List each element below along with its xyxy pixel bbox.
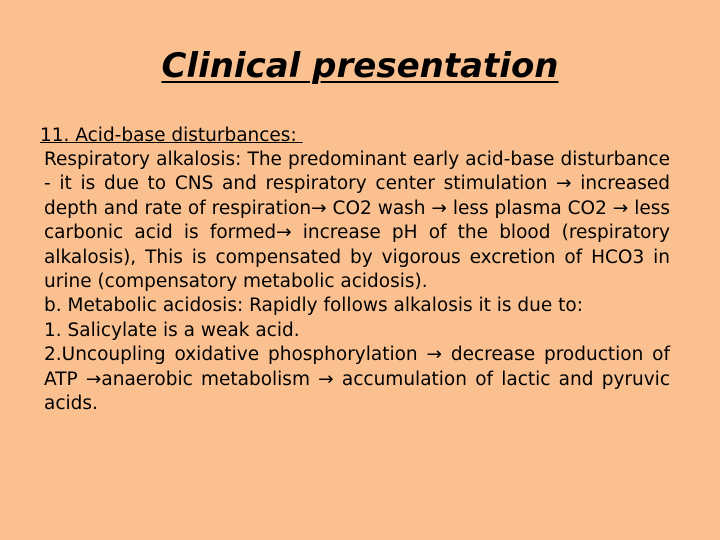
paragraph-metabolic-acidosis: b. Metabolic acidosis: Rapidly follows alkalosis it is due to: [44,295,583,317]
paragraph-salicylate: 1. Salicylate is a weak acid. [44,319,300,341]
section-heading: 11. Acid-base disturbances: [40,125,303,146]
paragraph-respiratory-alkalosis: Respiratory alkalosis: The predominant early acid-base disturbance - it is due to CNS and respiratory center stimulation → increased depth and rate of respiration→ CO2 wash → less plasma CO2 → less carbonic acid is formed→ increase pH of the blood (respiratory alkalosis), This is compensated by vigorous excretion of HCO3 in urine (compensatory metabolic acidosis). [44,149,670,293]
paragraph-uncoupling: 2.Uncoupling oxidative phosphorylation → decrease production of ATP →anaerobic metabolism → accumulation of lactic and pyruvic acids. [44,344,670,415]
slide-title: Clinical presentation [161,46,559,86]
slide-body [44,148,670,416]
